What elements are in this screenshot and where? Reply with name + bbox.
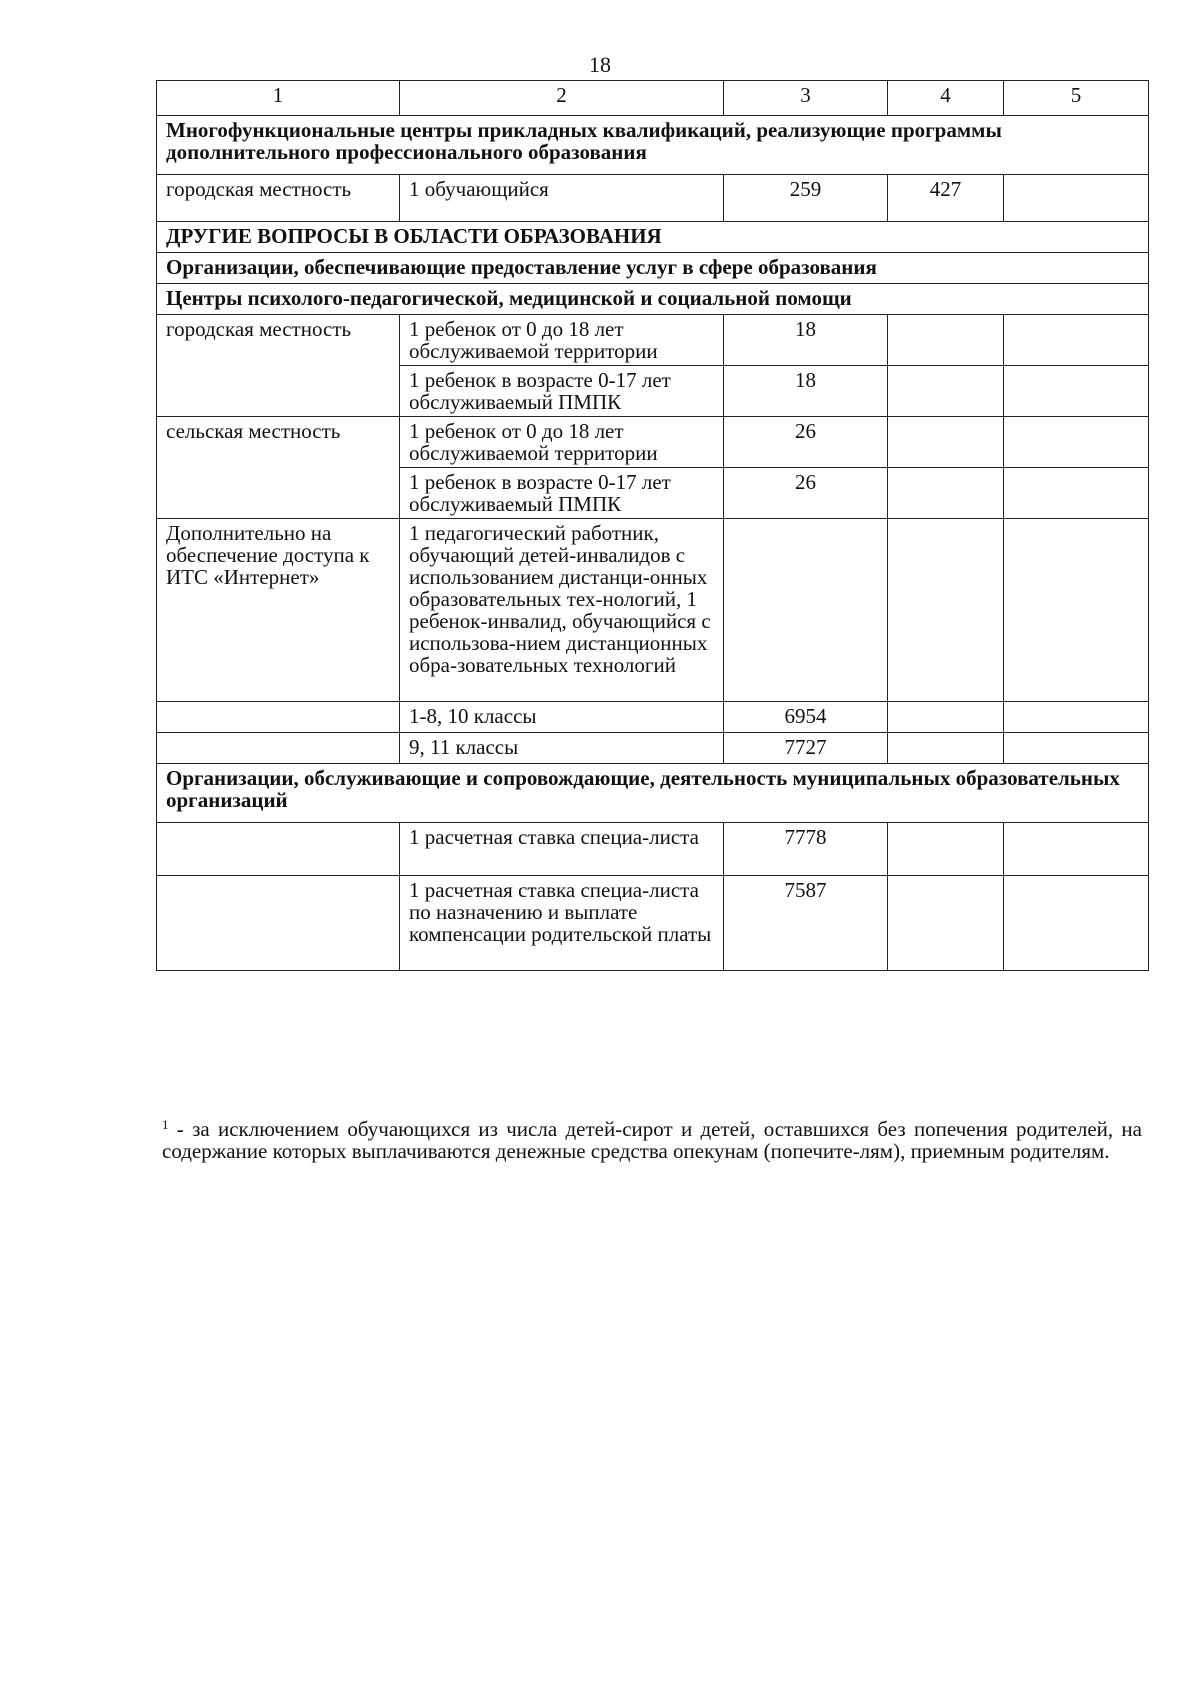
empty-cell [888,733,1004,764]
footnote [162,1118,1142,1162]
empty-cell [1004,366,1149,417]
empty-cell [1004,519,1149,702]
footnote-marker: 1 [162,1117,169,1132]
empty-cell [1004,315,1149,366]
empty-cell [157,876,400,971]
footnote-text: - за исключением обучающихся из числа детей-сирот и детей, оставшихся без попечения родителей, на содержание которых выплачиваются денежные средства опекунам (попечите-лям), приемным родителям. [162,1117,1142,1163]
section-row [157,284,1149,315]
section-title-other: ДРУГИЕ ВОПРОСЫ В ОБЛАСТИ ОБРАЗОВАНИЯ [157,222,1149,253]
empty-cell [888,468,1004,519]
header-col-1: 1 [157,81,400,116]
empty-cell [888,876,1004,971]
empty-cell [157,702,400,733]
value-cell: 259 [724,175,888,222]
section-title-mfc: Многофункциональные центры прикладных квалификаций, реализующие программы дополнительного профессионального образования [157,116,1149,175]
empty-cell [888,315,1004,366]
section-title-ppms: Центры психолого-педагогической, медицинской и социальной помощи [157,284,1149,315]
table-row [157,702,1149,733]
table-row [157,519,1149,702]
empty-cell [1004,702,1149,733]
empty-cell [888,366,1004,417]
table-row [157,315,1149,366]
unit-cell: 1 расчетная ставка специа-листа по назначению и выплате компенсации родительской платы [400,876,724,971]
value-cell: 26 [724,417,888,468]
unit-cell: 9, 11 классы [400,733,724,764]
header-col-4: 4 [888,81,1004,116]
table-row [157,175,1149,222]
empty-cell [1004,175,1149,222]
unit-cell: 1 ребенок от 0 до 18 лет обслуживаемой территории [400,417,724,468]
empty-cell [1004,417,1149,468]
value-cell: 6954 [724,702,888,733]
section-row [157,222,1149,253]
value-cell: 7778 [724,823,888,876]
section-title-services: Организации, обеспечивающие предоставление услуг в сфере образования [157,253,1149,284]
unit-cell: 1 ребенок в возрасте 0-17 лет обслуживаемый ПМПК [400,366,724,417]
value-cell: 26 [724,468,888,519]
header-row [157,81,1149,116]
section-row [157,764,1149,823]
value-cell: 18 [724,366,888,417]
header-col-3: 3 [724,81,888,116]
empty-cell [1004,733,1149,764]
table-row [157,876,1149,971]
value-cell: 7587 [724,876,888,971]
area-cell: городская местность [157,175,400,222]
table-row [157,733,1149,764]
value-cell: 7727 [724,733,888,764]
header-col-2: 2 [400,81,724,116]
unit-cell: 1 расчетная ставка специа-листа [400,823,724,876]
empty-cell [1004,876,1149,971]
empty-cell [157,823,400,876]
allocation-table [156,80,1149,971]
unit-cell: 1-8, 10 классы [400,702,724,733]
area-cell: городская местность [157,315,400,417]
empty-cell [1004,468,1149,519]
unit-cell: 1 обучающийся [400,175,724,222]
empty-cell [888,823,1004,876]
unit-cell: 1 педагогический работник, обучающий детей-инвалидов с использованием дистанци-онных образовательных тех-нологий, 1 ребенок-инвалид, обучающийся с использова-нием дистанционных обра-зовательных технологий [400,519,724,702]
table-row [157,417,1149,468]
empty-cell [1004,823,1149,876]
empty-cell [724,519,888,702]
table-row [157,823,1149,876]
empty-cell [888,702,1004,733]
section-row [157,116,1149,175]
empty-cell [157,733,400,764]
empty-cell [888,417,1004,468]
section-row [157,253,1149,284]
value-cell: 18 [724,315,888,366]
page-number: 18 [589,52,611,77]
area-cell: Дополнительно на обеспечение доступа к ИТС «Интернет» [157,519,400,702]
section-title-support: Организации, обслуживающие и сопровождающие, деятельность муниципальных образовательных организаций [157,764,1149,823]
area-cell: сельская местность [157,417,400,519]
unit-cell: 1 ребенок в возрасте 0-17 лет обслуживаемый ПМПК [400,468,724,519]
empty-cell [888,519,1004,702]
header-col-5: 5 [1004,81,1149,116]
unit-cell: 1 ребенок от 0 до 18 лет обслуживаемой территории [400,315,724,366]
value-cell: 427 [888,175,1004,222]
